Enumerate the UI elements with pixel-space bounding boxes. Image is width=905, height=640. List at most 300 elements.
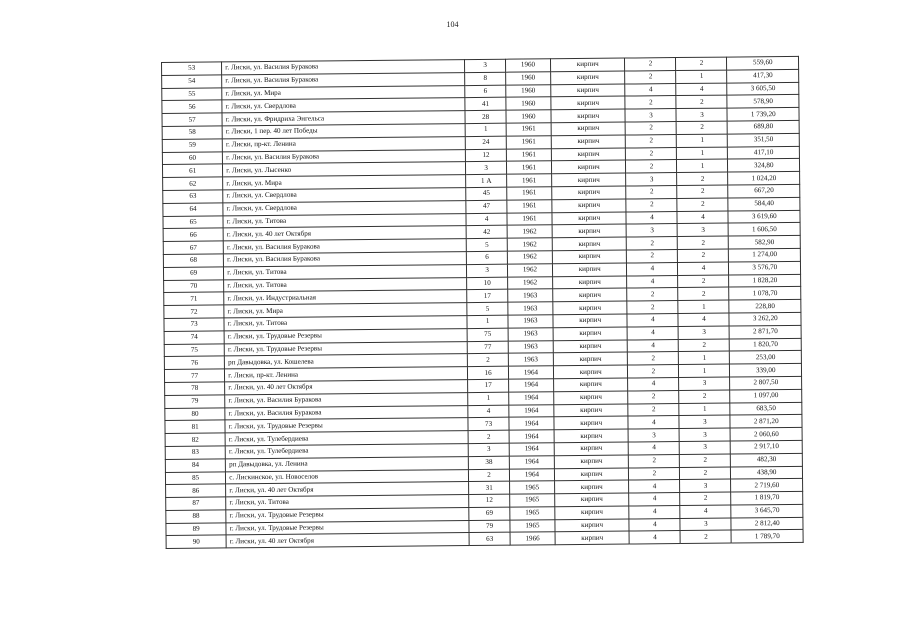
build-year-cell: 1961 bbox=[507, 200, 552, 213]
entrances-cell: 1 bbox=[676, 70, 727, 83]
wall-material-cell: кирпич bbox=[553, 365, 628, 379]
floors-cell: 3 bbox=[628, 429, 679, 442]
build-year-cell: 1960 bbox=[506, 97, 551, 110]
floors-cell: 2 bbox=[626, 160, 677, 173]
floors-cell: 3 bbox=[625, 109, 676, 122]
wall-material-cell: кирпич bbox=[554, 455, 629, 469]
area-cell: 1 078,70 bbox=[729, 287, 801, 300]
entrances-cell: 1 bbox=[677, 147, 728, 160]
house-number-cell: 2 bbox=[468, 430, 509, 443]
build-year-cell: 1965 bbox=[510, 519, 555, 532]
floors-cell: 2 bbox=[628, 365, 679, 378]
house-number-cell: 3 bbox=[466, 162, 507, 175]
wall-material-cell: кирпич bbox=[552, 250, 627, 264]
build-year-cell: 1961 bbox=[507, 187, 552, 200]
row-number-cell: 83 bbox=[165, 446, 225, 459]
wall-material-cell: кирпич bbox=[552, 237, 627, 251]
build-year-cell: 1964 bbox=[509, 404, 554, 417]
floors-cell: 4 bbox=[626, 211, 677, 224]
entrances-cell: 4 bbox=[678, 262, 729, 275]
area-cell: 584,40 bbox=[728, 197, 800, 210]
area-cell: 1 820,70 bbox=[730, 338, 802, 351]
wall-material-cell: кирпич bbox=[551, 135, 626, 149]
address-cell: г. Лиски, ул. Трудовые Резервы bbox=[225, 418, 468, 433]
area-cell: 2 812,40 bbox=[731, 517, 803, 530]
row-number-cell: 71 bbox=[164, 292, 224, 305]
row-number-cell: 80 bbox=[165, 407, 225, 420]
area-cell: 1 606,50 bbox=[729, 223, 801, 236]
house-number-cell: 1 bbox=[468, 392, 509, 405]
area-cell: 667,20 bbox=[728, 184, 800, 197]
row-number-cell: 65 bbox=[163, 215, 223, 228]
wall-material-cell: кирпич bbox=[551, 96, 626, 110]
house-number-cell: 12 bbox=[466, 149, 507, 162]
entrances-cell: 2 bbox=[677, 172, 728, 185]
build-year-cell: 1964 bbox=[509, 430, 554, 443]
address-cell: г. Лиски, ул. Мира bbox=[223, 175, 466, 190]
house-number-cell: 31 bbox=[469, 481, 510, 494]
floors-cell: 2 bbox=[627, 301, 678, 314]
entrances-cell: 2 bbox=[678, 236, 729, 249]
area-cell: 1 274,00 bbox=[729, 248, 801, 261]
address-cell: г. Лиски, ул. Трудовые Резервы bbox=[224, 328, 467, 343]
build-year-cell: 1964 bbox=[509, 391, 554, 404]
wall-material-cell: кирпич bbox=[553, 314, 628, 328]
table-body bbox=[162, 56, 804, 548]
floors-cell: 4 bbox=[627, 326, 678, 339]
wall-material-cell: кирпич bbox=[553, 378, 628, 392]
area-cell: 2 917,10 bbox=[731, 440, 803, 453]
area-cell: 228,80 bbox=[729, 300, 801, 313]
row-number-cell: 60 bbox=[162, 151, 222, 164]
area-cell: 417,30 bbox=[727, 69, 799, 82]
address-cell: г. Лиски, ул. Титова bbox=[224, 264, 467, 279]
area-cell: 578,90 bbox=[727, 95, 799, 108]
wall-material-cell: кирпич bbox=[552, 276, 627, 290]
build-year-cell: 1961 bbox=[506, 123, 551, 136]
address-cell: г. Лиски, ул. Титова bbox=[224, 277, 467, 292]
floors-cell: 2 bbox=[626, 147, 677, 160]
wall-material-cell: кирпич bbox=[551, 160, 626, 174]
house-number-cell: 41 bbox=[465, 98, 506, 111]
row-number-cell: 74 bbox=[164, 331, 224, 344]
registry-table-container bbox=[161, 56, 804, 549]
house-number-cell: 17 bbox=[468, 379, 509, 392]
row-number-cell: 68 bbox=[163, 254, 223, 267]
address-cell: г. Лиски, ул. 40 лет Октября bbox=[223, 226, 466, 241]
wall-material-cell: кирпич bbox=[554, 429, 629, 443]
row-number-cell: 75 bbox=[164, 343, 224, 356]
address-cell: г. Лиски, ул. Трудовые Резервы bbox=[226, 520, 469, 535]
row-number-cell: 81 bbox=[165, 420, 225, 433]
house-number-cell: 4 bbox=[468, 405, 509, 418]
house-number-cell: 75 bbox=[467, 328, 508, 341]
floors-cell: 4 bbox=[629, 441, 680, 454]
entrances-cell: 2 bbox=[680, 467, 731, 480]
floors-cell: 2 bbox=[626, 186, 677, 199]
build-year-cell: 1964 bbox=[509, 379, 554, 392]
row-number-cell: 61 bbox=[162, 164, 222, 177]
row-number-cell: 57 bbox=[162, 113, 222, 126]
entrances-cell: 2 bbox=[678, 287, 729, 300]
house-number-cell: 42 bbox=[466, 226, 507, 239]
area-cell: 3 645,70 bbox=[731, 504, 803, 517]
row-number-cell: 55 bbox=[162, 88, 222, 101]
house-number-cell: 3 bbox=[467, 264, 508, 277]
address-cell: г. Лиски, ул. Тулебердиева bbox=[225, 443, 468, 458]
address-cell: г. Лиски, 1 пер. 40 лет Победы bbox=[222, 124, 465, 139]
floors-cell: 4 bbox=[629, 480, 680, 493]
build-year-cell: 1966 bbox=[510, 532, 555, 545]
address-cell: г. Лиски, ул. Титова bbox=[226, 495, 469, 510]
wall-material-cell: кирпич bbox=[551, 109, 626, 123]
entrances-cell: 3 bbox=[679, 326, 730, 339]
wall-material-cell: кирпич bbox=[553, 327, 628, 341]
address-cell: г. Лиски, ул. Мира bbox=[222, 85, 465, 100]
entrances-cell: 2 bbox=[680, 454, 731, 467]
house-number-cell: 5 bbox=[467, 302, 508, 315]
entrances-cell: 3 bbox=[680, 441, 731, 454]
entrances-cell: 3 bbox=[676, 108, 727, 121]
address-cell: г. Лиски, ул. Фридриха Энгельса bbox=[222, 111, 465, 126]
row-number-cell: 63 bbox=[163, 190, 223, 203]
address-cell: рп Давыдовка, ул. Ленина bbox=[226, 456, 469, 471]
wall-material-cell: кирпич bbox=[551, 173, 626, 187]
area-cell: 2 871,20 bbox=[730, 415, 802, 428]
wall-material-cell: кирпич bbox=[553, 301, 628, 315]
build-year-cell: 1964 bbox=[509, 443, 554, 456]
address-cell: г. Лиски, ул. Трудовые Резервы bbox=[224, 341, 467, 356]
house-number-cell: 24 bbox=[465, 136, 506, 149]
build-year-cell: 1965 bbox=[510, 494, 555, 507]
house-number-cell: 5 bbox=[466, 238, 507, 251]
entrances-cell: 1 bbox=[679, 364, 730, 377]
house-number-cell: 45 bbox=[466, 187, 507, 200]
floors-cell: 2 bbox=[629, 454, 680, 467]
build-year-cell: 1964 bbox=[509, 468, 554, 481]
area-cell: 559,60 bbox=[727, 56, 799, 69]
build-year-cell: 1960 bbox=[506, 110, 551, 123]
wall-material-cell: кирпич bbox=[552, 224, 627, 238]
area-cell: 3 576,70 bbox=[729, 261, 801, 274]
area-cell: 3 262,20 bbox=[729, 312, 801, 325]
entrances-cell: 1 bbox=[677, 134, 728, 147]
row-number-cell: 90 bbox=[166, 535, 226, 548]
house-number-cell: 3 bbox=[465, 59, 506, 72]
build-year-cell: 1962 bbox=[508, 276, 553, 289]
row-number-cell: 84 bbox=[165, 459, 225, 472]
row-number-cell: 59 bbox=[162, 139, 222, 152]
house-number-cell: 6 bbox=[467, 251, 508, 264]
entrances-cell: 2 bbox=[677, 198, 728, 211]
wall-material-cell: кирпич bbox=[551, 148, 626, 162]
floors-cell: 4 bbox=[629, 493, 680, 506]
floors-cell: 4 bbox=[629, 531, 680, 544]
house-number-cell: 4 bbox=[466, 213, 507, 226]
area-cell: 253,00 bbox=[730, 351, 802, 364]
build-year-cell: 1963 bbox=[508, 327, 553, 340]
row-number-cell: 58 bbox=[162, 126, 222, 139]
entrances-cell: 2 bbox=[676, 57, 727, 70]
address-cell: г. Лиски, пр-кт. Ленина bbox=[222, 136, 465, 151]
entrances-cell: 3 bbox=[679, 415, 730, 428]
floors-cell: 2 bbox=[626, 134, 677, 147]
area-cell: 1 097,00 bbox=[730, 389, 802, 402]
address-cell: г. Лиски, ул. Василия Буракова bbox=[224, 252, 467, 267]
entrances-cell: 2 bbox=[680, 531, 731, 544]
house-number-cell: 3 bbox=[468, 443, 509, 456]
area-cell: 689,80 bbox=[728, 120, 800, 133]
entrances-cell: 2 bbox=[680, 492, 731, 505]
house-number-cell: 1 bbox=[465, 123, 506, 136]
address-cell: г. Лиски, ул. Титова bbox=[223, 213, 466, 228]
entrances-cell: 3 bbox=[679, 377, 730, 390]
house-number-cell: 63 bbox=[469, 533, 510, 546]
wall-material-cell: кирпич bbox=[551, 84, 626, 98]
floors-cell: 2 bbox=[628, 403, 679, 416]
floors-cell: 4 bbox=[627, 275, 678, 288]
floors-cell: 2 bbox=[626, 122, 677, 135]
row-number-cell: 85 bbox=[165, 471, 225, 484]
area-cell: 1 739,20 bbox=[727, 108, 799, 121]
house-number-cell: 6 bbox=[465, 85, 506, 98]
entrances-cell: 2 bbox=[676, 95, 727, 108]
address-cell: рп Давыдовка, ул. Кошелева bbox=[225, 354, 468, 369]
entrances-cell: 2 bbox=[678, 275, 729, 288]
entrances-cell: 3 bbox=[678, 223, 729, 236]
build-year-cell: 1963 bbox=[508, 353, 553, 366]
row-number-cell: 77 bbox=[164, 369, 224, 382]
build-year-cell: 1961 bbox=[506, 161, 551, 174]
address-cell: г. Лиски, пр-кт. Ленина bbox=[225, 367, 468, 382]
area-cell: 351,50 bbox=[728, 133, 800, 146]
house-number-cell: 77 bbox=[467, 341, 508, 354]
build-year-cell: 1961 bbox=[506, 136, 551, 149]
build-year-cell: 1961 bbox=[506, 148, 551, 161]
house-number-cell: 2 bbox=[467, 354, 508, 367]
area-cell: 3 605,50 bbox=[727, 82, 799, 95]
build-year-cell: 1963 bbox=[508, 315, 553, 328]
floors-cell: 2 bbox=[628, 352, 679, 365]
wall-material-cell: кирпич bbox=[554, 416, 629, 430]
entrances-cell: 2 bbox=[678, 249, 729, 262]
house-number-cell: 38 bbox=[468, 456, 509, 469]
wall-material-cell: кирпич bbox=[551, 71, 626, 85]
entrances-cell: 3 bbox=[680, 518, 731, 531]
area-cell: 1 789,70 bbox=[732, 530, 804, 543]
house-number-cell: 73 bbox=[468, 417, 509, 430]
entrances-cell: 2 bbox=[679, 339, 730, 352]
build-year-cell: 1962 bbox=[507, 264, 552, 277]
wall-material-cell: кирпич bbox=[553, 352, 628, 366]
floors-cell: 3 bbox=[626, 173, 677, 186]
wall-material-cell: кирпич bbox=[553, 340, 628, 354]
floors-cell: 4 bbox=[628, 339, 679, 352]
address-cell: г. Лиски, ул. 40 лет Октября bbox=[225, 379, 468, 394]
entrances-cell: 4 bbox=[680, 505, 731, 518]
address-cell: г. Лиски, ул. Василия Буракова bbox=[223, 149, 466, 164]
row-number-cell: 89 bbox=[166, 523, 226, 536]
area-cell: 2 719,60 bbox=[731, 479, 803, 492]
floors-cell: 4 bbox=[629, 505, 680, 518]
entrances-cell: 4 bbox=[676, 83, 727, 96]
address-cell: г. Лиски, ул. 40 лет Октября bbox=[226, 533, 469, 548]
floors-cell: 4 bbox=[627, 313, 678, 326]
row-number-cell: 86 bbox=[166, 484, 226, 497]
address-cell: г. Лиски, ул. Василия Буракова bbox=[222, 60, 465, 75]
page-number: 104 bbox=[446, 20, 459, 29]
area-cell: 1 024,20 bbox=[728, 172, 800, 185]
wall-material-cell: кирпич bbox=[552, 186, 627, 200]
row-number-cell: 88 bbox=[166, 510, 226, 523]
housing-registry-table bbox=[161, 56, 804, 549]
build-year-cell: 1961 bbox=[507, 174, 552, 187]
house-number-cell: 17 bbox=[467, 290, 508, 303]
row-number-cell: 78 bbox=[165, 382, 225, 395]
house-number-cell: 2 bbox=[469, 469, 510, 482]
build-year-cell: 1963 bbox=[508, 302, 553, 315]
wall-material-cell: кирпич bbox=[554, 480, 629, 494]
floors-cell: 2 bbox=[625, 96, 676, 109]
row-number-cell: 87 bbox=[166, 497, 226, 510]
address-cell: г. Лиски, ул. Титова bbox=[224, 316, 467, 331]
row-number-cell: 62 bbox=[163, 177, 223, 190]
wall-material-cell: кирпич bbox=[555, 506, 630, 520]
address-cell: с. Лискинское, ул. Новоселов bbox=[226, 469, 469, 484]
entrances-cell: 1 bbox=[677, 159, 728, 172]
floors-cell: 4 bbox=[627, 262, 678, 275]
area-cell: 1 819,70 bbox=[731, 491, 803, 504]
wall-material-cell: кирпич bbox=[552, 263, 627, 277]
wall-material-cell: кирпич bbox=[553, 288, 628, 302]
area-cell: 1 828,20 bbox=[729, 274, 801, 287]
area-cell: 324,80 bbox=[728, 159, 800, 172]
wall-material-cell: кирпич bbox=[552, 199, 627, 213]
build-year-cell: 1963 bbox=[508, 289, 553, 302]
build-year-cell: 1964 bbox=[509, 417, 554, 430]
entrances-cell: 3 bbox=[680, 479, 731, 492]
build-year-cell: 1964 bbox=[508, 366, 553, 379]
area-cell: 683,50 bbox=[730, 402, 802, 415]
build-year-cell: 1961 bbox=[507, 212, 552, 225]
house-number-cell: 69 bbox=[469, 507, 510, 520]
floors-cell: 2 bbox=[625, 70, 676, 83]
entrances-cell: 3 bbox=[679, 428, 730, 441]
entrances-cell: 4 bbox=[678, 313, 729, 326]
address-cell: г. Лиски, ул. Мира bbox=[224, 303, 467, 318]
floors-cell: 4 bbox=[628, 377, 679, 390]
address-cell: г. Лиски, ул. Лысенко bbox=[223, 162, 466, 177]
row-number-cell: 79 bbox=[165, 395, 225, 408]
wall-material-cell: кирпич bbox=[554, 442, 629, 456]
area-cell: 3 619,60 bbox=[728, 210, 800, 223]
build-year-cell: 1960 bbox=[506, 72, 551, 85]
build-year-cell: 1965 bbox=[510, 481, 555, 494]
floors-cell: 3 bbox=[627, 224, 678, 237]
entrances-cell: 4 bbox=[677, 211, 728, 224]
floors-cell: 4 bbox=[628, 416, 679, 429]
entrances-cell: 2 bbox=[679, 390, 730, 403]
floors-cell: 2 bbox=[629, 467, 680, 480]
address-cell: г. Лиски, ул. Трудовые Резервы bbox=[226, 507, 469, 522]
entrances-cell: 2 bbox=[677, 185, 728, 198]
row-number-cell: 54 bbox=[162, 75, 222, 88]
address-cell: г. Лиски, ул. Свердлова bbox=[223, 188, 466, 203]
entrances-cell: 2 bbox=[677, 121, 728, 134]
house-number-cell: 1 А bbox=[466, 174, 507, 187]
area-cell: 582,90 bbox=[729, 236, 801, 249]
row-number-cell: 73 bbox=[164, 318, 224, 331]
wall-material-cell: кирпич bbox=[555, 519, 630, 533]
row-number-cell: 70 bbox=[164, 279, 224, 292]
floors-cell: 2 bbox=[627, 288, 678, 301]
wall-material-cell: кирпич bbox=[555, 532, 630, 546]
row-number-cell: 66 bbox=[163, 228, 223, 241]
wall-material-cell: кирпич bbox=[552, 212, 627, 226]
address-cell: г. Лиски, ул. 40 лет Октября bbox=[226, 482, 469, 497]
area-cell: 482,30 bbox=[731, 453, 803, 466]
build-year-cell: 1960 bbox=[505, 59, 550, 72]
house-number-cell: 16 bbox=[468, 366, 509, 379]
floors-cell: 4 bbox=[629, 518, 680, 531]
floors-cell: 4 bbox=[625, 83, 676, 96]
address-cell: г. Лиски, ул. Василия Буракова bbox=[222, 72, 465, 87]
address-cell: г. Лиски, ул. Василия Буракова bbox=[225, 405, 468, 420]
address-cell: г. Лиски, ул. Василия Буракова bbox=[225, 392, 468, 407]
house-number-cell: 47 bbox=[466, 200, 507, 213]
address-cell: г. Лиски, ул. Индустриальная bbox=[224, 290, 467, 305]
floors-cell: 2 bbox=[627, 237, 678, 250]
row-number-cell: 69 bbox=[163, 267, 223, 280]
build-year-cell: 1962 bbox=[507, 251, 552, 264]
house-number-cell: 1 bbox=[467, 315, 508, 328]
house-number-cell: 79 bbox=[469, 520, 510, 533]
area-cell: 417,10 bbox=[728, 146, 800, 159]
build-year-cell: 1960 bbox=[506, 84, 551, 97]
area-cell: 2 060,60 bbox=[731, 427, 803, 440]
row-number-cell: 53 bbox=[162, 62, 222, 75]
row-number-cell: 72 bbox=[164, 305, 224, 318]
house-number-cell: 12 bbox=[469, 494, 510, 507]
floors-cell: 2 bbox=[627, 250, 678, 263]
build-year-cell: 1962 bbox=[507, 238, 552, 251]
floors-cell: 2 bbox=[625, 58, 676, 71]
wall-material-cell: кирпич bbox=[550, 58, 625, 72]
build-year-cell: 1963 bbox=[508, 340, 553, 353]
wall-material-cell: кирпич bbox=[555, 493, 630, 507]
row-number-cell: 82 bbox=[165, 433, 225, 446]
row-number-cell: 76 bbox=[164, 356, 224, 369]
house-number-cell: 10 bbox=[467, 277, 508, 290]
address-cell: г. Лиски, ул. Василия Буракова bbox=[223, 239, 466, 254]
entrances-cell: 1 bbox=[679, 351, 730, 364]
wall-material-cell: кирпич bbox=[554, 468, 629, 482]
floors-cell: 2 bbox=[628, 390, 679, 403]
house-number-cell: 8 bbox=[465, 72, 506, 85]
wall-material-cell: кирпич bbox=[554, 404, 629, 418]
address-cell: г. Лиски, ул. Свердлова bbox=[223, 200, 466, 215]
entrances-cell: 1 bbox=[678, 300, 729, 313]
wall-material-cell: кирпич bbox=[551, 122, 626, 136]
area-cell: 2 807,50 bbox=[730, 376, 802, 389]
entrances-cell: 1 bbox=[679, 403, 730, 416]
address-cell: г. Лиски, ул. Свердлова bbox=[222, 98, 465, 113]
build-year-cell: 1965 bbox=[510, 507, 555, 520]
row-number-cell: 64 bbox=[163, 203, 223, 216]
floors-cell: 2 bbox=[626, 198, 677, 211]
row-number-cell: 67 bbox=[163, 241, 223, 254]
build-year-cell: 1964 bbox=[509, 455, 554, 468]
